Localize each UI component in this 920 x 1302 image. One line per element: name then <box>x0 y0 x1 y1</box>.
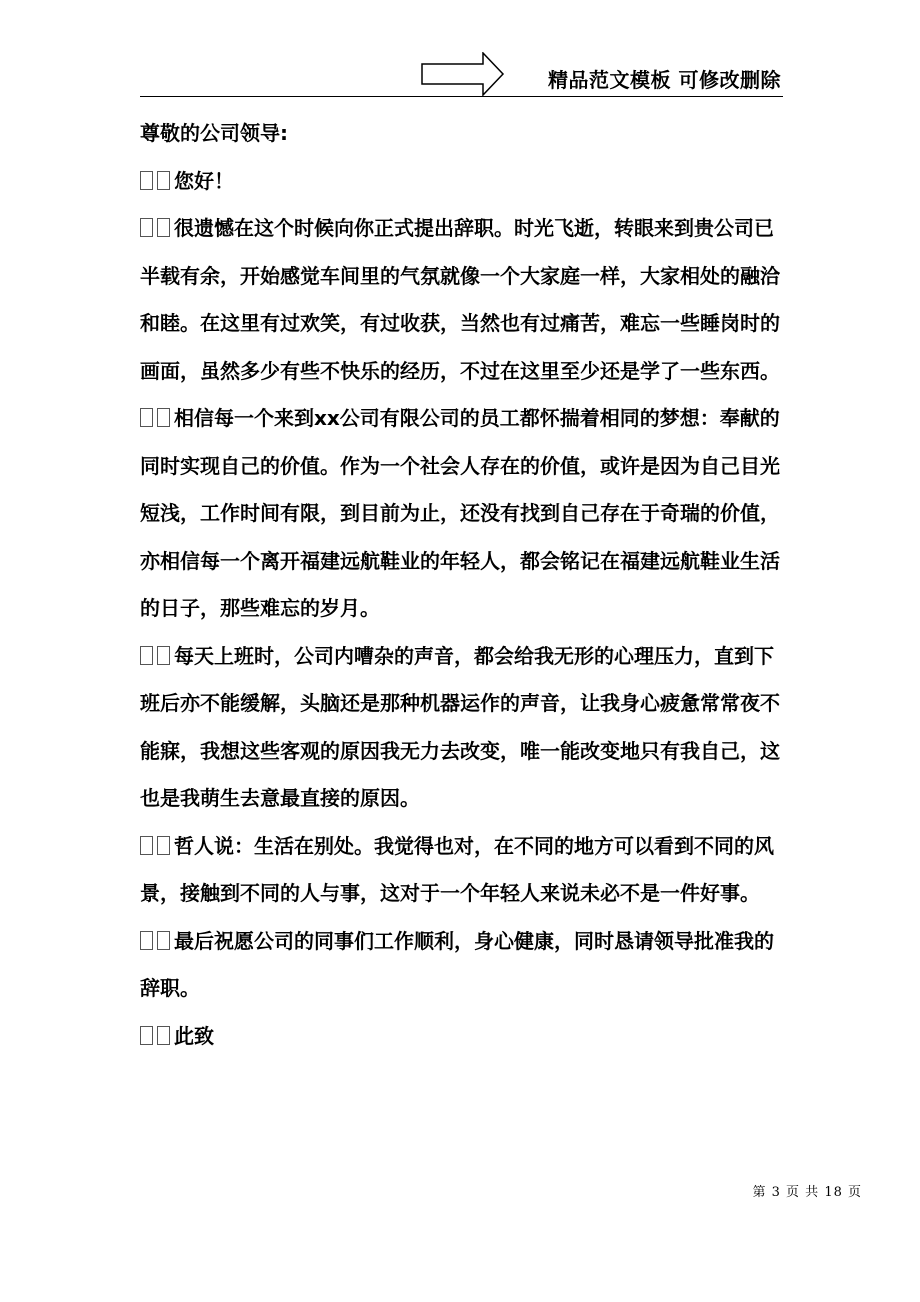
salutation: 尊敬的公司领导: <box>140 121 288 145</box>
paragraph-text: 最后祝愿公司的同事们工作顺利，身心健康，同时恳请领导批准我的辞职。 <box>140 928 774 1000</box>
indent-box-icon <box>157 1026 170 1045</box>
indent-box-icon <box>157 218 170 237</box>
paragraph-text: 相信每一个来到xx公司有限公司的员工都怀揣着相同的梦想：奉献的同时实现自己的价值。作为一个社会人存在的价值，或许是因为自己目光短浅，工作时间有限，到目前为止，还没有找到自己存在于奇瑞的价值，亦相信每一个离开福建远航鞋业的年轻人，都会铭记在福建远航鞋业生活的日子，那些难忘的岁月。 <box>140 406 780 620</box>
indent-box-icon <box>157 408 170 427</box>
paragraph <box>140 395 780 633</box>
indent-box-icon <box>140 171 153 190</box>
paragraph-text: 哲人说：生活在别处。我觉得也对，在不同的地方可以看到不同的风景，接触到不同的人与事，这对于一个年轻人来说未必不是一件好事。 <box>140 833 774 905</box>
greeting-paragraph <box>140 158 780 206</box>
header-title: 精品范文模板 可修改删除 <box>548 68 781 92</box>
arrow-right-icon <box>421 52 505 96</box>
indent-box-icon <box>157 931 170 950</box>
page-header <box>140 50 783 97</box>
greeting: 您好！ <box>174 168 234 193</box>
paragraph <box>140 205 780 395</box>
closing: 此致 <box>174 1023 214 1048</box>
indent-box-icon <box>140 646 153 665</box>
paragraph-text: 很遗憾在这个时候向你正式提出辞职。时光飞逝，转眼来到贵公司已半载有余，开始感觉车间里的气氛就像一个大家庭一样，大家相处的融洽和睦。在这里有过欢笑，有过收获，当然也有过痛苦，难忘一些睡岗时的画面，虽然多少有些不快乐的经历，不过在这里至少还是学了一些东西。 <box>140 216 780 383</box>
paragraph-text: 每天上班时，公司内嘈杂的声音，都会给我无形的心理压力，直到下班后亦不能缓解，头脑还是那种机器运作的声音，让我身心疲惫常常夜不能寐，我想这些客观的原因我无力去改变，唯一能改变地只有我自己，这也是我萌生去意最直接的原因。 <box>140 643 780 810</box>
page-number: 第 3 页 共 18 页 <box>752 1185 862 1200</box>
paragraph <box>140 918 780 1013</box>
indent-box-icon <box>140 408 153 427</box>
indent-box-icon <box>157 646 170 665</box>
indent-box-icon <box>157 836 170 855</box>
paragraph <box>140 823 780 918</box>
indent-box-icon <box>140 218 153 237</box>
indent-box-icon <box>140 931 153 950</box>
indent-box-icon <box>140 1026 153 1045</box>
paragraph <box>140 633 780 823</box>
closing-paragraph <box>140 1013 780 1061</box>
indent-box-icon <box>140 836 153 855</box>
indent-box-icon <box>157 171 170 190</box>
letter-body <box>140 110 780 1060</box>
